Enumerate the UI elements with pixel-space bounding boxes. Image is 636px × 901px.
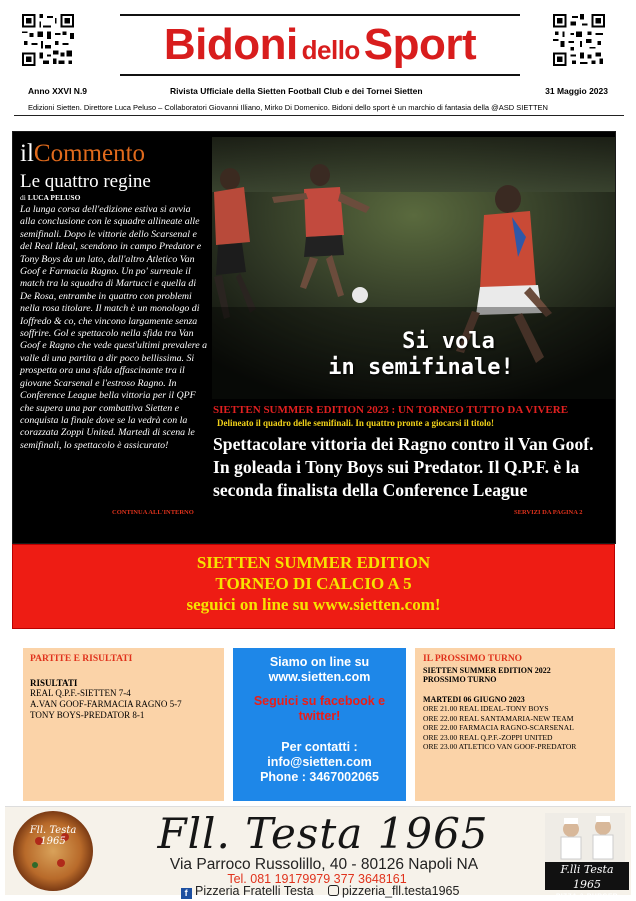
hero-photo — [212, 137, 615, 399]
tagline: Rivista Ufficiale della Sietten Football Club e dei Tornei Sietten — [170, 86, 423, 96]
results-heading: PARTITE E RISULTATI — [30, 654, 133, 664]
comment-author-prefix: di — [20, 193, 28, 202]
ad-title: Fll. Testa 1965 — [157, 809, 489, 858]
ad-logo-right-line1: F.lli Testa 1965 — [560, 863, 614, 891]
next-round-match: ORE 21.00 REAL IDEAL-TONY BOYS — [423, 704, 549, 713]
lead-more-link[interactable]: SERVIZI DA PAGINA 2 — [514, 509, 583, 516]
online-website[interactable]: Siamo on line su www.sietten.com — [268, 655, 371, 684]
next-round-match: ORE 23.00 ATLETICO VAN GOOF-PREDATOR — [423, 742, 577, 752]
result-item: REAL Q.P.F.-SIETTEN 7-4 — [30, 688, 131, 698]
online-box — [233, 648, 406, 801]
ad-instagram[interactable]: pizzeria_fll.testa1965 — [342, 884, 460, 898]
photo-caption — [212, 329, 615, 381]
ad-facebook[interactable]: Pizzeria Fratelli Testa — [195, 884, 314, 898]
photo-caption-line2: in semifinale! — [328, 355, 514, 380]
pizzeria-ad[interactable] — [5, 806, 631, 900]
online-social[interactable]: Seguici su facebook e twitter! — [253, 694, 386, 723]
ad-logo-left: Fll. Testa 1965 — [29, 825, 77, 847]
lead-headline: Spettacolare vittoria dei Ragno contro il Van Goof. In goleada i Tony Boys sui Predator. Il Q.P.F. è la seconda finalista della Conference League — [213, 434, 594, 500]
next-round-match: ORE 22.00 FARMACIA RAGNO-SCARSENAL — [423, 723, 574, 733]
promo-banner-line2: TORNEO DI CALCIO A 5 — [215, 574, 412, 593]
credits: Edizioni Sietten. Direttore Luca Peluso – Collaboratori Giovanni Illiano, Mirko Di Domenico. Bidoni dello sport è un marchio di fantasia della @ASD SIETTEN — [28, 103, 548, 112]
lead-subkicker: Delineato il quadro delle semifinali. In quattro pronte a giocarsi il titolo! — [217, 418, 495, 428]
comment-kicker — [20, 140, 208, 168]
lead-kicker: SIETTEN SUMMER EDITION 2023 : UN TORNEO TUTTO DA VIVERE — [213, 404, 569, 416]
issue-number: Anno XXVI N.9 — [28, 86, 88, 96]
ad-logo-right-line2: PIZZA & BURGER — [555, 893, 618, 900]
next-round-sub2: PROSSIMO TURNO — [423, 675, 497, 684]
promo-banner — [12, 544, 615, 629]
ad-social — [85, 884, 555, 899]
comment-title: Le quattro regine — [20, 171, 151, 192]
comment-kicker-il: il — [20, 140, 34, 167]
promo-banner-line3[interactable]: seguici on line su www.sietten.com! — [186, 595, 441, 614]
masthead-title-part1: Bidoni — [163, 20, 298, 69]
instagram-icon — [328, 885, 339, 896]
masthead-rule-bottom — [120, 74, 520, 76]
comment-column — [20, 140, 208, 452]
result-item: A.VAN GOOF-FARMACIA RAGNO 5-7 — [30, 699, 182, 709]
masthead — [110, 12, 530, 74]
qr-code-left-icon — [20, 12, 76, 68]
next-round-sub1: SIETTEN SUMMER EDITION 2022 — [423, 666, 551, 675]
comment-body: La lunga corsa dell'edizione estiva si avvia alla conclusione con le squadre allineate alle semifinali. Dopo le vittorie dello Scarsenal e del Real Ideal, scendono in campo Predator e Tony Boys da un lato, dall'altro Atletico Van Goof e Farmacia Ragno. Un po' surreale il match tra la squadra di Martucci e quella di De Rosa, entrambe in quattro con problemi nella rosa titolare. Il match è un monologo di Ioffredo & co, che vincono largamente senza soffrire. Gol e spettacolo nella sfida tra Van Goof e Ragno che vede quest'ultimi prevalere a valle di una partita a dir poco bellissima. Si prospetta ora una sfida affascinante tra il giovane Scarsenal e l'estroso Ragno. In Conference League bella vittoria per il QPF che supera una par combattiva Sietten e conquista la finale dove se la vedrà con la corazzata Zoppi United. Martedì di scena le semifinali, lo spettacolo è assicurato! — [20, 204, 208, 451]
ad-address: Via Parroco Russolillo, 40 - 80126 Napoli NA — [169, 856, 479, 873]
comment-author — [20, 193, 208, 202]
photo-caption-line1: Si vola — [402, 329, 495, 354]
issue-date: 31 Maggio 2023 — [545, 86, 608, 96]
next-round-match: ORE 23.00 REAL Q.P.F.-ZOPPI UNITED — [423, 732, 553, 742]
next-round-day: MARTEDI 06 GIUGNO 2023 — [423, 695, 525, 704]
qr-code-right-icon — [551, 12, 607, 68]
header-rule — [14, 115, 624, 116]
next-round-heading: IL PROSSIMO TURNO — [423, 654, 523, 664]
results-subheading: RISULTATI — [30, 678, 78, 688]
online-contact-phone[interactable]: Phone : 3467002065 — [260, 770, 379, 784]
result-item: TONY BOYS-PREDATOR 8-1 — [30, 710, 145, 720]
ad-phones: Tel. 081 19179979 377 3648161 — [227, 872, 407, 886]
facebook-icon: f — [181, 888, 192, 899]
masthead-title-part2: dello — [301, 35, 360, 65]
comment-author-name: LUCA PELUSO — [27, 193, 81, 202]
ad-logo-right — [545, 862, 629, 900]
masthead-title-part3: Sport — [363, 20, 477, 69]
online-contact-email[interactable]: Per contatti : info@sietten.com — [267, 740, 372, 769]
next-round-match: ORE 22.00 REAL SANTAMARIA-NEW TEAM — [423, 713, 574, 723]
comment-kicker-commento: Commento — [33, 140, 146, 167]
next-round-box — [415, 648, 615, 801]
masthead-rule-top — [120, 14, 520, 16]
comment-continue-link[interactable]: CONTINUA ALL'INTERNO — [112, 509, 194, 516]
masthead-title — [110, 20, 530, 70]
promo-banner-line1: SIETTEN SUMMER EDITION — [196, 553, 431, 572]
results-box — [23, 648, 224, 801]
